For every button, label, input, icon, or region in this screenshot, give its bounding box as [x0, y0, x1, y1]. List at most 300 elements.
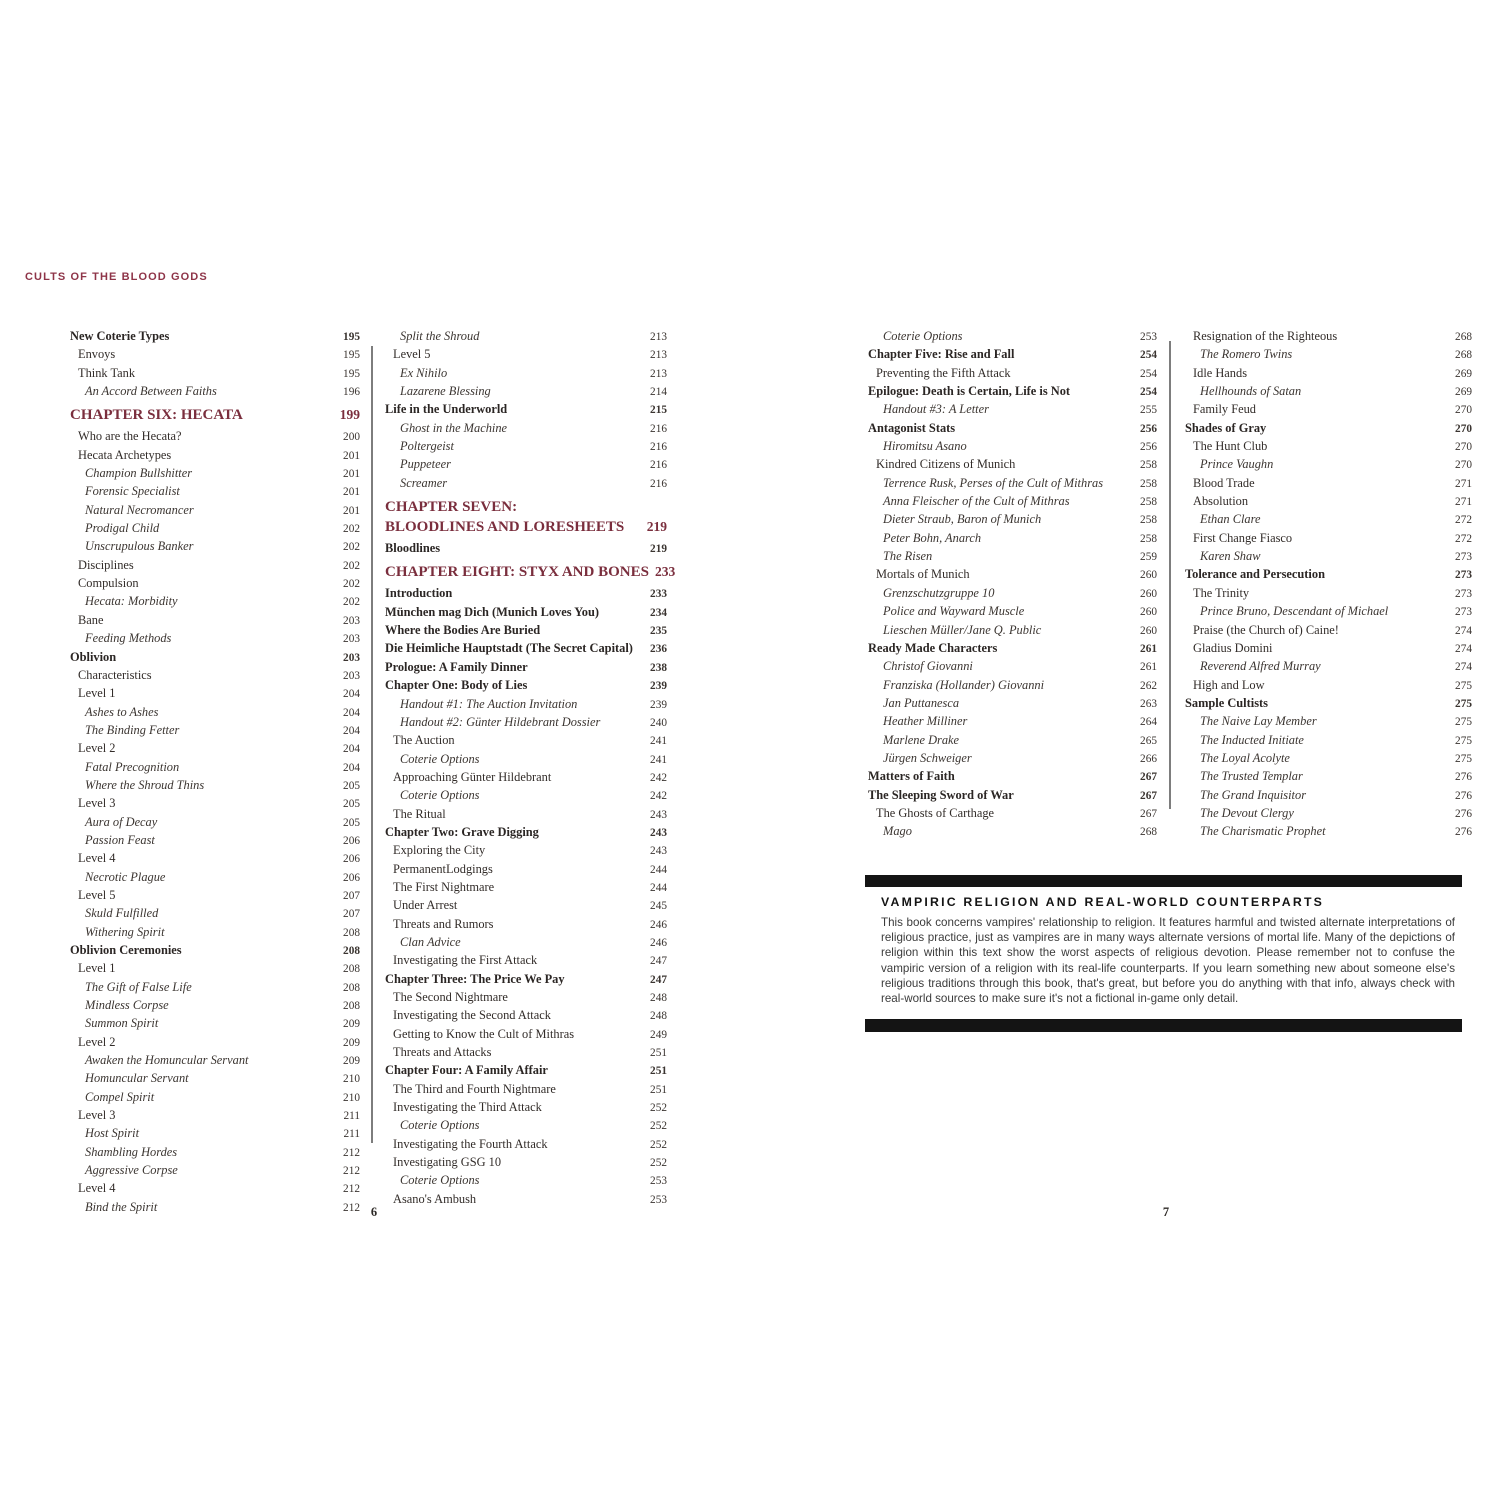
toc-entry — [70, 630, 360, 648]
toc-entry-page: 275 — [1455, 716, 1472, 729]
toc-entry — [385, 842, 667, 860]
toc-entry-title: Split the Shroud — [400, 329, 480, 343]
toc-entry — [70, 365, 360, 383]
toc-entry-title: Praise (the Church of) Caine! — [1193, 622, 1339, 637]
toc-entry-page: 234 — [650, 606, 667, 619]
toc-entry-title: Necrotic Plague — [85, 869, 166, 884]
toc-entry-title: Threats and Attacks — [393, 1045, 492, 1060]
page-number-left: 6 — [370, 1205, 378, 1219]
toc-entry-title: Clan Advice — [400, 934, 461, 949]
toc-entry — [868, 365, 1157, 383]
toc-entry-page: 246 — [650, 918, 667, 931]
toc-entry-title: Family Feud — [1193, 402, 1256, 417]
toc-entry — [385, 769, 667, 787]
toc-entry-title: Asano's Ambush — [393, 1191, 477, 1206]
toc-entry-title: Coterie Options — [883, 329, 963, 343]
toc-entry-title: The Inducted Initiate — [1200, 732, 1304, 747]
toc-entry-title: Peter Bohn, Anarch — [883, 530, 982, 545]
toc-entry-title: Forensic Specialist — [85, 484, 180, 499]
toc-entry — [1185, 732, 1472, 750]
toc-entry — [868, 456, 1157, 474]
toc-entry-title: Aggressive Corpse — [85, 1163, 178, 1178]
toc-entry-page: 211 — [343, 1128, 360, 1141]
toc-entry — [70, 428, 360, 446]
toc-entry — [868, 603, 1157, 621]
toc-entry-title: Level 1 — [78, 686, 116, 701]
toc-entry-page: 204 — [343, 706, 360, 719]
toc-entry-title: Threats and Rumors — [393, 916, 494, 931]
toc-entry-page: 243 — [650, 826, 667, 839]
toc-entry-title: Kindred Citizens of Munich — [876, 457, 1016, 472]
toc-entry — [385, 1026, 667, 1044]
toc-entry — [1185, 823, 1472, 841]
toc-entry-page: 199 — [339, 407, 360, 423]
toc-entry-page: 258 — [1140, 459, 1157, 472]
toc-entry-title: BLOODLINES AND LORESHEETS — [385, 519, 625, 536]
toc-entry-page: 233 — [654, 564, 676, 580]
toc-entry — [385, 861, 667, 879]
sidebar-bottom-bar — [865, 1019, 1462, 1032]
toc-entry-title: High and Low — [1193, 677, 1265, 692]
toc-entry — [385, 497, 667, 517]
toc-entry-page: 219 — [646, 519, 667, 535]
toc-entry-page: 202 — [343, 596, 360, 609]
toc-entry-page: 262 — [1140, 679, 1157, 692]
toc-entry-title: CHAPTER SIX: HECATA — [70, 407, 243, 424]
toc-entry-title: Ashes to Ashes — [85, 704, 159, 719]
toc-entry-page: 244 — [650, 881, 667, 894]
toc-entry — [385, 696, 667, 714]
toc-entry-page: 261 — [1140, 661, 1157, 674]
toc-entry — [70, 1015, 360, 1033]
toc-entry — [1185, 530, 1472, 548]
toc-entry-page: 202 — [343, 559, 360, 572]
sidebar-body: This book concerns vampires' relationship to religion. It features harmful and twisted alternate interpretations of religious practice, just as vampires are in many ways alternate versions of mortal life. Many of the depictions of religion within this text show the worst aspects of religious devotion. Please remember not to confuse the vampiric version of a religion with its real-life counterparts. If you learn something new about someone else's religious traditions through this book, that's great, but before you do anything with that info, always check with real-world sources to make sure it's not a fictional in-game only detail. — [881, 916, 1455, 1006]
toc-entry-title: The Binding Fetter — [85, 722, 180, 737]
toc-entry-title: Think Tank — [78, 365, 136, 380]
toc-entry-title: Heather Milliner — [883, 714, 968, 729]
toc-entry-page: 205 — [343, 779, 360, 792]
toc-entry — [385, 622, 667, 640]
toc-entry-title: Chapter One: Body of Lies — [385, 678, 528, 693]
toc-entry-title: Handout #3: A Letter — [883, 402, 989, 417]
toc-entry — [385, 456, 667, 474]
running-header: CULTS OF THE BLOOD GODS — [25, 271, 208, 283]
toc-entry — [385, 714, 667, 732]
toc-entry-title: Mago — [883, 824, 912, 839]
toc-entry-title: Investigating the First Attack — [393, 953, 538, 968]
toc-entry-title: Poltergeist — [400, 439, 454, 454]
toc-entry-page: 252 — [650, 1102, 667, 1115]
toc-entry-page: 270 — [1455, 404, 1472, 417]
toc-entry — [70, 1034, 360, 1052]
toc-entry-title: PermanentLodgings — [393, 861, 493, 876]
toc-entry-title: First Change Fiasco — [1193, 530, 1293, 545]
toc-entry-page: 260 — [1140, 569, 1157, 582]
page-number-right: 7 — [1162, 1205, 1170, 1219]
toc-entry — [70, 1107, 360, 1125]
toc-entry-page: 273 — [1455, 569, 1472, 582]
toc-column-3 — [868, 328, 1157, 842]
toc-entry-page: 209 — [343, 1055, 360, 1068]
toc-entry-page: 256 — [1140, 422, 1157, 435]
toc-entry — [70, 1199, 360, 1217]
toc-entry-page: 259 — [1140, 551, 1157, 564]
toc-entry — [385, 1099, 667, 1117]
toc-entry-title: Bane — [78, 612, 104, 627]
toc-entry-title: Prologue: A Family Dinner — [385, 659, 528, 674]
toc-entry-page: 242 — [650, 790, 667, 803]
toc-entry — [868, 713, 1157, 731]
toc-entry-page: 215 — [650, 404, 667, 417]
toc-entry — [385, 517, 667, 537]
toc-entry — [70, 483, 360, 501]
toc-entry — [70, 795, 360, 813]
toc-entry — [1185, 511, 1472, 529]
toc-entry-page: 212 — [343, 1183, 360, 1196]
toc-entry — [70, 557, 360, 575]
toc-entry-page: 206 — [343, 834, 360, 847]
toc-entry-title: Ethan Clare — [1200, 512, 1261, 527]
toc-entry-title: Characteristics — [78, 667, 152, 682]
toc-entry — [1185, 640, 1472, 658]
toc-entry — [70, 740, 360, 758]
toc-entry-page: 271 — [1455, 477, 1472, 490]
toc-entry — [385, 365, 667, 383]
toc-entry-page: 241 — [650, 735, 667, 748]
toc-entry — [868, 346, 1157, 364]
sidebar-top-bar — [865, 875, 1462, 887]
toc-entry-title: Level 1 — [78, 961, 116, 976]
toc-entry — [1185, 677, 1472, 695]
toc-entry-page: 216 — [650, 441, 667, 454]
toc-entry-page: 255 — [1140, 404, 1157, 417]
toc-entry-page: 244 — [650, 863, 667, 876]
toc-entry-title: Dieter Straub, Baron of Munich — [883, 512, 1042, 527]
sidebar-box — [865, 875, 1462, 1032]
toc-entry — [70, 704, 360, 722]
toc-entry-title: Ex Nihilo — [400, 365, 448, 380]
toc-entry-page: 208 — [343, 981, 360, 994]
toc-entry-title: Handout #2: Günter Hildebrant Dossier — [400, 714, 601, 729]
toc-entry-title: Introduction — [385, 586, 453, 601]
toc-entry — [868, 768, 1157, 786]
toc-entry-title: Epilogue: Death is Certain, Life is Not — [868, 384, 1071, 399]
toc-entry-title: Police and Wayward Muscle — [883, 604, 1025, 619]
toc-entry — [385, 787, 667, 805]
toc-entry — [70, 502, 360, 520]
toc-entry-title: Anna Fleischer of the Cult of Mithras — [883, 494, 1070, 509]
toc-entry — [868, 732, 1157, 750]
toc-entry — [70, 869, 360, 887]
toc-entry — [868, 530, 1157, 548]
toc-entry-page: 212 — [343, 1146, 360, 1159]
toc-entry — [868, 493, 1157, 511]
toc-entry — [385, 562, 676, 582]
column-divider-right-page — [1169, 341, 1171, 809]
toc-entry-page: 240 — [650, 716, 667, 729]
toc-entry-page: 270 — [1455, 459, 1472, 472]
toc-entry-page: 233 — [650, 588, 667, 601]
toc-entry — [868, 622, 1157, 640]
toc-entry-page: 274 — [1455, 624, 1472, 637]
toc-entry-title: Bloodlines — [385, 541, 441, 556]
toc-entry-title: The Naive Lay Member — [1200, 714, 1317, 729]
toc-entry-page: 239 — [650, 698, 667, 711]
toc-entry — [1185, 768, 1472, 786]
toc-entry — [70, 1089, 360, 1107]
toc-entry-page: 254 — [1140, 386, 1157, 399]
toc-entry-title: Level 3 — [78, 1108, 116, 1123]
sidebar-title: VAMPIRIC RELIGION AND REAL-WORLD COUNTERPARTS — [881, 895, 1325, 909]
toc-entry-page: 209 — [343, 1036, 360, 1049]
toc-entry-page: 242 — [650, 771, 667, 784]
toc-entry-page: 207 — [343, 908, 360, 921]
toc-entry — [868, 438, 1157, 456]
toc-entry-page: 252 — [650, 1120, 667, 1133]
toc-entry — [1185, 383, 1472, 401]
toc-entry-title: Investigating the Second Attack — [393, 1008, 551, 1023]
toc-entry-title: Skuld Fulfilled — [85, 906, 159, 921]
toc-entry — [70, 1144, 360, 1162]
toc-entry — [1185, 695, 1472, 713]
toc-entry-title: Coterie Options — [400, 1173, 480, 1188]
toc-entry-title: Chapter Three: The Price We Pay — [385, 971, 565, 986]
toc-entry-title: Die Heimliche Hauptstadt (The Secret Capital) — [385, 641, 633, 656]
toc-entry — [385, 952, 667, 970]
toc-entry-page: 204 — [343, 743, 360, 756]
toc-entry-title: Investigating GSG 10 — [393, 1155, 502, 1170]
toc-entry-title: Withering Spirit — [85, 924, 165, 939]
toc-entry — [868, 640, 1157, 658]
toc-entry-title: Shades of Gray — [1185, 420, 1267, 435]
toc-entry-page: 275 — [1455, 697, 1472, 710]
toc-entry-title: Ghost in the Machine — [400, 420, 508, 435]
toc-entry-title: The Ritual — [393, 806, 446, 821]
toc-entry-title: Where the Bodies Are Buried — [385, 623, 541, 638]
toc-entry-title: Passion Feast — [85, 832, 155, 847]
toc-entry-page: 270 — [1455, 422, 1472, 435]
toc-entry-page: 273 — [1455, 587, 1472, 600]
toc-entry-title: Who are the Hecata? — [78, 429, 182, 444]
toc-entry-page: 213 — [650, 331, 667, 343]
toc-entry-title: Mindless Corpse — [85, 998, 169, 1013]
toc-entry-page: 205 — [343, 798, 360, 811]
toc-entry-title: Matters of Faith — [868, 769, 955, 784]
toc-entry — [868, 695, 1157, 713]
toc-entry — [385, 879, 667, 897]
toc-entry-title: Exploring the City — [393, 843, 486, 858]
toc-entry-page: 247 — [650, 973, 667, 986]
toc-entry-title: The Auction — [393, 733, 455, 748]
toc-entry-page: 205 — [343, 816, 360, 829]
toc-entry-page: 209 — [343, 1018, 360, 1031]
toc-entry-page: 203 — [343, 614, 360, 627]
toc-entry-title: The Third and Fourth Nightmare — [393, 1081, 556, 1096]
toc-entry-page: 238 — [650, 661, 667, 674]
toc-entry-title: Gladius Domini — [1193, 640, 1273, 655]
toc-entry-page: 275 — [1455, 752, 1472, 765]
toc-entry-title: An Accord Between Faiths — [85, 384, 217, 399]
toc-entry-page: 239 — [650, 680, 667, 693]
toc-entry-page: 241 — [650, 753, 667, 766]
toc-entry-page: 214 — [650, 386, 667, 399]
toc-entry — [1185, 456, 1472, 474]
toc-entry — [868, 658, 1157, 676]
toc-entry-page: 236 — [650, 643, 667, 656]
toc-entry-page: 276 — [1455, 807, 1472, 820]
toc-entry — [868, 511, 1157, 529]
toc-entry-page: 252 — [650, 1157, 667, 1170]
sidebar-content — [865, 887, 1462, 1019]
toc-entry — [70, 328, 360, 346]
toc-entry-page: 261 — [1140, 642, 1157, 655]
toc-entry-page: 274 — [1455, 661, 1472, 674]
toc-entry — [385, 751, 667, 769]
toc-entry-page: 195 — [343, 349, 360, 362]
toc-entry-page: 202 — [343, 541, 360, 554]
toc-entry-title: The Trusted Templar — [1200, 769, 1303, 784]
toc-entry-title: Chapter Four: A Family Affair — [385, 1063, 548, 1078]
toc-entry — [385, 383, 667, 401]
toc-entry-page: 248 — [650, 992, 667, 1004]
toc-entry-title: Where the Shroud Thins — [85, 777, 205, 792]
toc-entry — [70, 960, 360, 978]
toc-entry — [70, 942, 360, 960]
toc-entry — [385, 989, 667, 1007]
toc-entry-title: Hecata Archetypes — [78, 447, 172, 462]
toc-entry-page: 213 — [650, 367, 667, 380]
toc-entry — [385, 328, 667, 346]
toc-entry-page: 264 — [1140, 716, 1157, 729]
toc-entry-title: The Gift of False Life — [85, 979, 192, 994]
toc-entry-page: 268 — [1140, 826, 1157, 839]
toc-entry — [70, 905, 360, 923]
toc-entry — [868, 328, 1157, 346]
toc-entry — [385, 824, 667, 842]
toc-entry — [1185, 493, 1472, 511]
toc-entry-page: 275 — [1455, 679, 1472, 692]
toc-entry-page: 258 — [1140, 477, 1157, 490]
toc-entry-page: 254 — [1140, 367, 1157, 380]
toc-entry-title: Lazarene Blessing — [400, 384, 491, 399]
toc-entry — [70, 924, 360, 942]
toc-entry-title: Sample Cultists — [1185, 695, 1268, 710]
toc-entry — [1185, 438, 1472, 456]
toc-entry-page: 212 — [343, 1165, 360, 1178]
toc-entry-page: 206 — [343, 853, 360, 866]
toc-entry-page: 202 — [343, 523, 360, 536]
toc-entry-page: 265 — [1140, 734, 1157, 747]
toc-entry-page: 195 — [343, 367, 360, 380]
toc-entry-title: The Ghosts of Carthage — [876, 805, 995, 820]
toc-entry-title: Grenzschutzgruppe 10 — [883, 585, 995, 600]
toc-entry — [385, 346, 667, 364]
toc-entry-page: 274 — [1455, 642, 1472, 655]
toc-entry-title: Ready Made Characters — [868, 640, 998, 655]
toc-entry — [70, 850, 360, 868]
toc-entry — [385, 1154, 667, 1172]
toc-entry — [70, 575, 360, 593]
toc-entry — [1185, 420, 1472, 438]
toc-entry — [385, 475, 667, 493]
toc-entry — [1185, 585, 1472, 603]
toc-entry-page: 271 — [1455, 496, 1472, 509]
toc-entry — [385, 971, 667, 989]
toc-entry — [1185, 713, 1472, 731]
toc-entry-page: 251 — [650, 1065, 667, 1078]
toc-entry — [385, 659, 667, 677]
toc-entry — [868, 383, 1157, 401]
toc-entry — [1185, 750, 1472, 768]
toc-entry — [868, 805, 1157, 823]
toc-entry-title: Getting to Know the Cult of Mithras — [393, 1026, 575, 1041]
toc-entry — [70, 538, 360, 556]
toc-entry-page: 201 — [343, 486, 360, 499]
toc-entry-title: Christof Giovanni — [883, 659, 973, 674]
toc-entry-page: 273 — [1455, 551, 1472, 564]
toc-entry-title: The Charismatic Prophet — [1200, 824, 1326, 839]
toc-entry — [70, 346, 360, 364]
toc-entry-page: 246 — [650, 936, 667, 949]
toc-entry-page: 204 — [343, 761, 360, 774]
toc-column-1 — [70, 328, 360, 1217]
toc-entry — [1185, 346, 1472, 364]
toc-entry — [70, 520, 360, 538]
toc-entry-title: Level 5 — [78, 887, 116, 902]
toc-entry-title: Blood Trade — [1193, 475, 1255, 490]
toc-entry-title: Lieschen Müller/Jane Q. Public — [883, 622, 1042, 637]
toc-entry — [385, 1062, 667, 1080]
toc-entry — [1185, 566, 1472, 584]
toc-entry-title: Life in the Underworld — [385, 402, 508, 417]
toc-entry — [70, 887, 360, 905]
toc-entry-title: Puppeteer — [400, 457, 451, 472]
toc-entry — [385, 677, 667, 695]
toc-entry-title: Coterie Options — [400, 751, 480, 766]
toc-column-4 — [1185, 328, 1472, 842]
toc-entry — [70, 1162, 360, 1180]
toc-entry-page: 248 — [650, 1010, 667, 1023]
toc-entry-page: 235 — [650, 625, 667, 638]
toc-entry-title: Oblivion — [70, 649, 117, 664]
toc-entry — [70, 1180, 360, 1198]
toc-entry — [868, 750, 1157, 768]
toc-entry-title: Aura of Decay — [85, 814, 158, 829]
toc-entry-title: Franziska (Hollander) Giovanni — [883, 677, 1045, 692]
toc-entry-title: Summon Spirit — [85, 1016, 159, 1031]
toc-entry-title: Feeding Methods — [85, 631, 172, 646]
toc-entry — [1185, 787, 1472, 805]
toc-entry-page: 216 — [650, 459, 667, 472]
toc-entry — [385, 1007, 667, 1025]
toc-entry-title: Compel Spirit — [85, 1089, 155, 1104]
toc-entry-page: 245 — [650, 900, 667, 913]
toc-entry-page: 243 — [650, 845, 667, 858]
toc-entry — [868, 787, 1157, 805]
toc-entry-page: 211 — [343, 1110, 360, 1123]
toc-entry-title: The Sleeping Sword of War — [868, 787, 1014, 802]
toc-entry-page: 258 — [1140, 532, 1157, 545]
toc-entry-title: Reverend Alfred Murray — [1200, 659, 1321, 674]
toc-entry-page: 251 — [650, 1083, 667, 1096]
toc-entry-page: 208 — [343, 963, 360, 976]
toc-entry-title: Level 4 — [78, 851, 116, 866]
toc-entry-page: 275 — [1455, 734, 1472, 747]
toc-entry — [70, 722, 360, 740]
toc-entry-title: Preventing the Fifth Attack — [876, 365, 1011, 380]
toc-entry-title: Compulsion — [78, 576, 139, 591]
